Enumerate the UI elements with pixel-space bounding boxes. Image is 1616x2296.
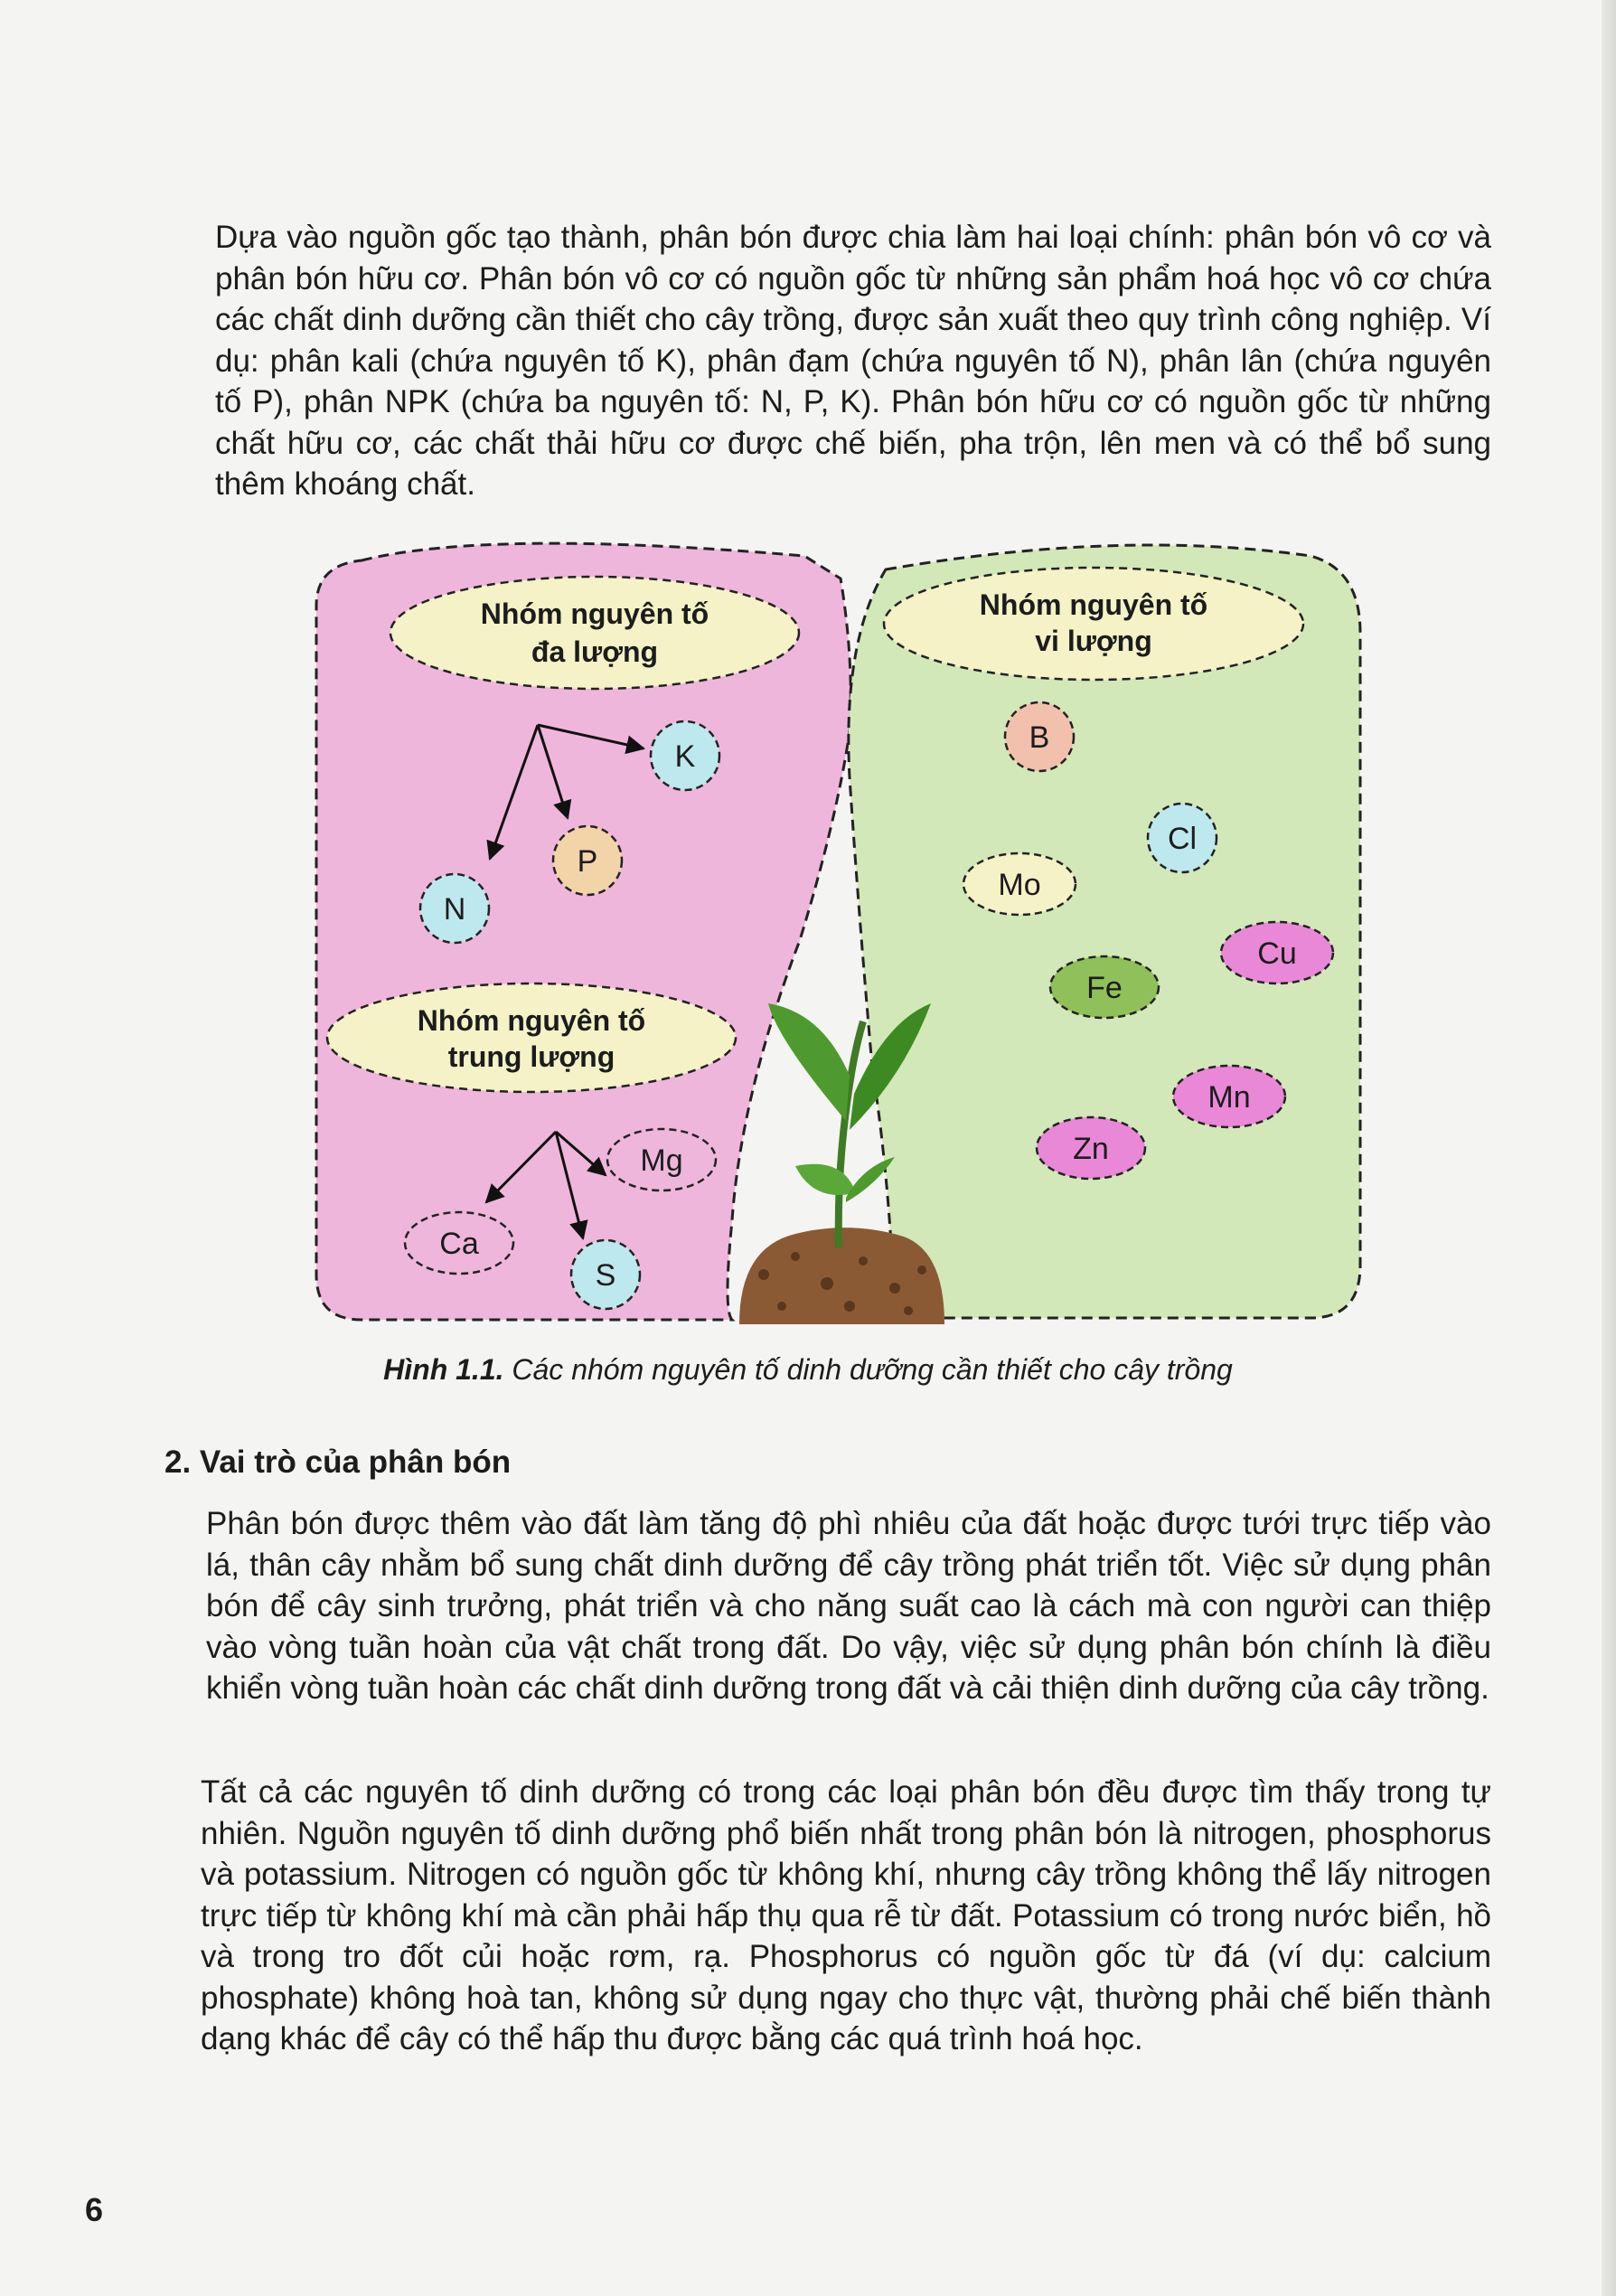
element-mo xyxy=(963,853,1076,915)
nutrient-groups-diagram xyxy=(307,533,1374,1329)
element-fe-label: Fe xyxy=(1086,971,1123,1005)
section-heading: 2. Vai trò của phân bón xyxy=(164,1444,512,1480)
secondary-title-line1: Nhóm nguyên tố xyxy=(417,1004,646,1037)
element-mo-label: Mo xyxy=(998,868,1041,902)
element-n-label: N xyxy=(443,892,466,927)
element-k xyxy=(651,721,719,790)
element-s-label: S xyxy=(595,1258,616,1293)
role-paragraph-1: Phân bón được thêm vào đất làm tăng độ phì nhiêu của đất hoặc được tưới trực tiếp vào lá, thân cây nhằm bổ sung chất dinh dưỡng để cây trồng phát triển tốt. Việc sử dụng phân bón để cây sinh trưởng, phát triển và cho năng suất cao là cách mà con người can thiệp vào vòng tuần hoàn của vật chất trong đất. Do vậy, việc sử dụng phân bón chính là điều khiển vòng tuần hoàn các chất dinh dưỡng trong đất và cải thiện dinh dưỡng của cây trồng. xyxy=(206,1506,1491,1706)
role-paragraph-2: Tất cả các nguyên tố dinh dưỡng có trong các loại phân bón đều được tìm thấy trong tự nhiên. Nguồn nguyên tố dinh dưỡng phổ biến nhất trong phân bón là nitrogen, phosphorus và potassium. Nitrogen có nguồn gốc từ không khí, nhưng cây trồng không thể lấy nitrogen trực tiếp từ không khí mà cần phải hấp thụ qua rễ từ đất. Potassium có trong nước biển, hồ và trong tro đốt củi hoặc rơm, rạ. Phosphorus có nguồn gốc từ đá (ví dụ: calcium phosphate) không hoà tan, không sử dụng ngay cho thực vật, thường phải chế biến thành dạng khác để cây có thể hấp thu được bằng các quá trình hoá học. xyxy=(201,1774,1491,2056)
element-k-label: K xyxy=(674,739,696,774)
element-mg-label: Mg xyxy=(640,1143,683,1178)
macro-group-title xyxy=(390,577,799,689)
caption-text: Các nhóm nguyên tố dinh dưỡng cần thiết cho cây trồng xyxy=(503,1353,1233,1386)
element-p-label: P xyxy=(577,844,598,879)
element-ca xyxy=(405,1212,513,1274)
element-fe xyxy=(1050,956,1159,1018)
micro-title-line2: vi lượng xyxy=(1035,625,1152,657)
figure-caption xyxy=(0,1353,1616,1387)
element-cl-label: Cl xyxy=(1167,822,1198,856)
element-zn xyxy=(1037,1117,1145,1179)
micro-title-line1: Nhóm nguyên tố xyxy=(979,588,1208,621)
secondary-group-title xyxy=(327,983,736,1092)
element-b xyxy=(1005,702,1074,771)
element-p xyxy=(553,826,622,895)
element-cu xyxy=(1221,922,1333,983)
element-mn xyxy=(1173,1066,1285,1127)
element-zn-label: Zn xyxy=(1073,1132,1109,1166)
element-ca-label: Ca xyxy=(439,1227,479,1261)
element-s xyxy=(571,1240,640,1309)
element-mn-label: Mn xyxy=(1207,1080,1251,1115)
element-b-label: B xyxy=(1029,720,1050,755)
element-n xyxy=(420,874,489,943)
macro-title-line2: đa lượng xyxy=(531,635,659,668)
micro-group-title xyxy=(884,568,1303,680)
page-number: 6 xyxy=(85,2191,104,2228)
element-mg xyxy=(607,1129,716,1190)
element-cl xyxy=(1148,804,1217,872)
intro-paragraph: Dựa vào nguồn gốc tạo thành, phân bón được chia làm hai loại chính: phân bón vô cơ và phân bón hữu cơ. Phân bón vô cơ có nguồn gốc từ những sản phẩm hoá học vô cơ chứa các chất dinh dưỡng cần thiết cho cây trồng, được sản xuất theo quy trình công nghiệp. Ví dụ: phân kali (chứa nguyên tố K), phân đạm (chứa nguyên tố N), phân lân (chứa nguyên tố P), phân NPK (chứa ba nguyên tố: N, P, K). Phân bón hữu cơ có nguồn gốc từ những chất hữu cơ, các chất thải hữu cơ được chế biến, pha trộn, lên men và có thể bổ sung thêm khoáng chất. xyxy=(215,220,1491,502)
secondary-title-line2: trung lượng xyxy=(447,1040,615,1073)
page-edge xyxy=(1602,0,1616,2296)
element-cu-label: Cu xyxy=(1257,936,1297,971)
macro-title-line1: Nhóm nguyên tố xyxy=(480,598,709,630)
caption-label: Hình 1.1. xyxy=(383,1353,504,1386)
